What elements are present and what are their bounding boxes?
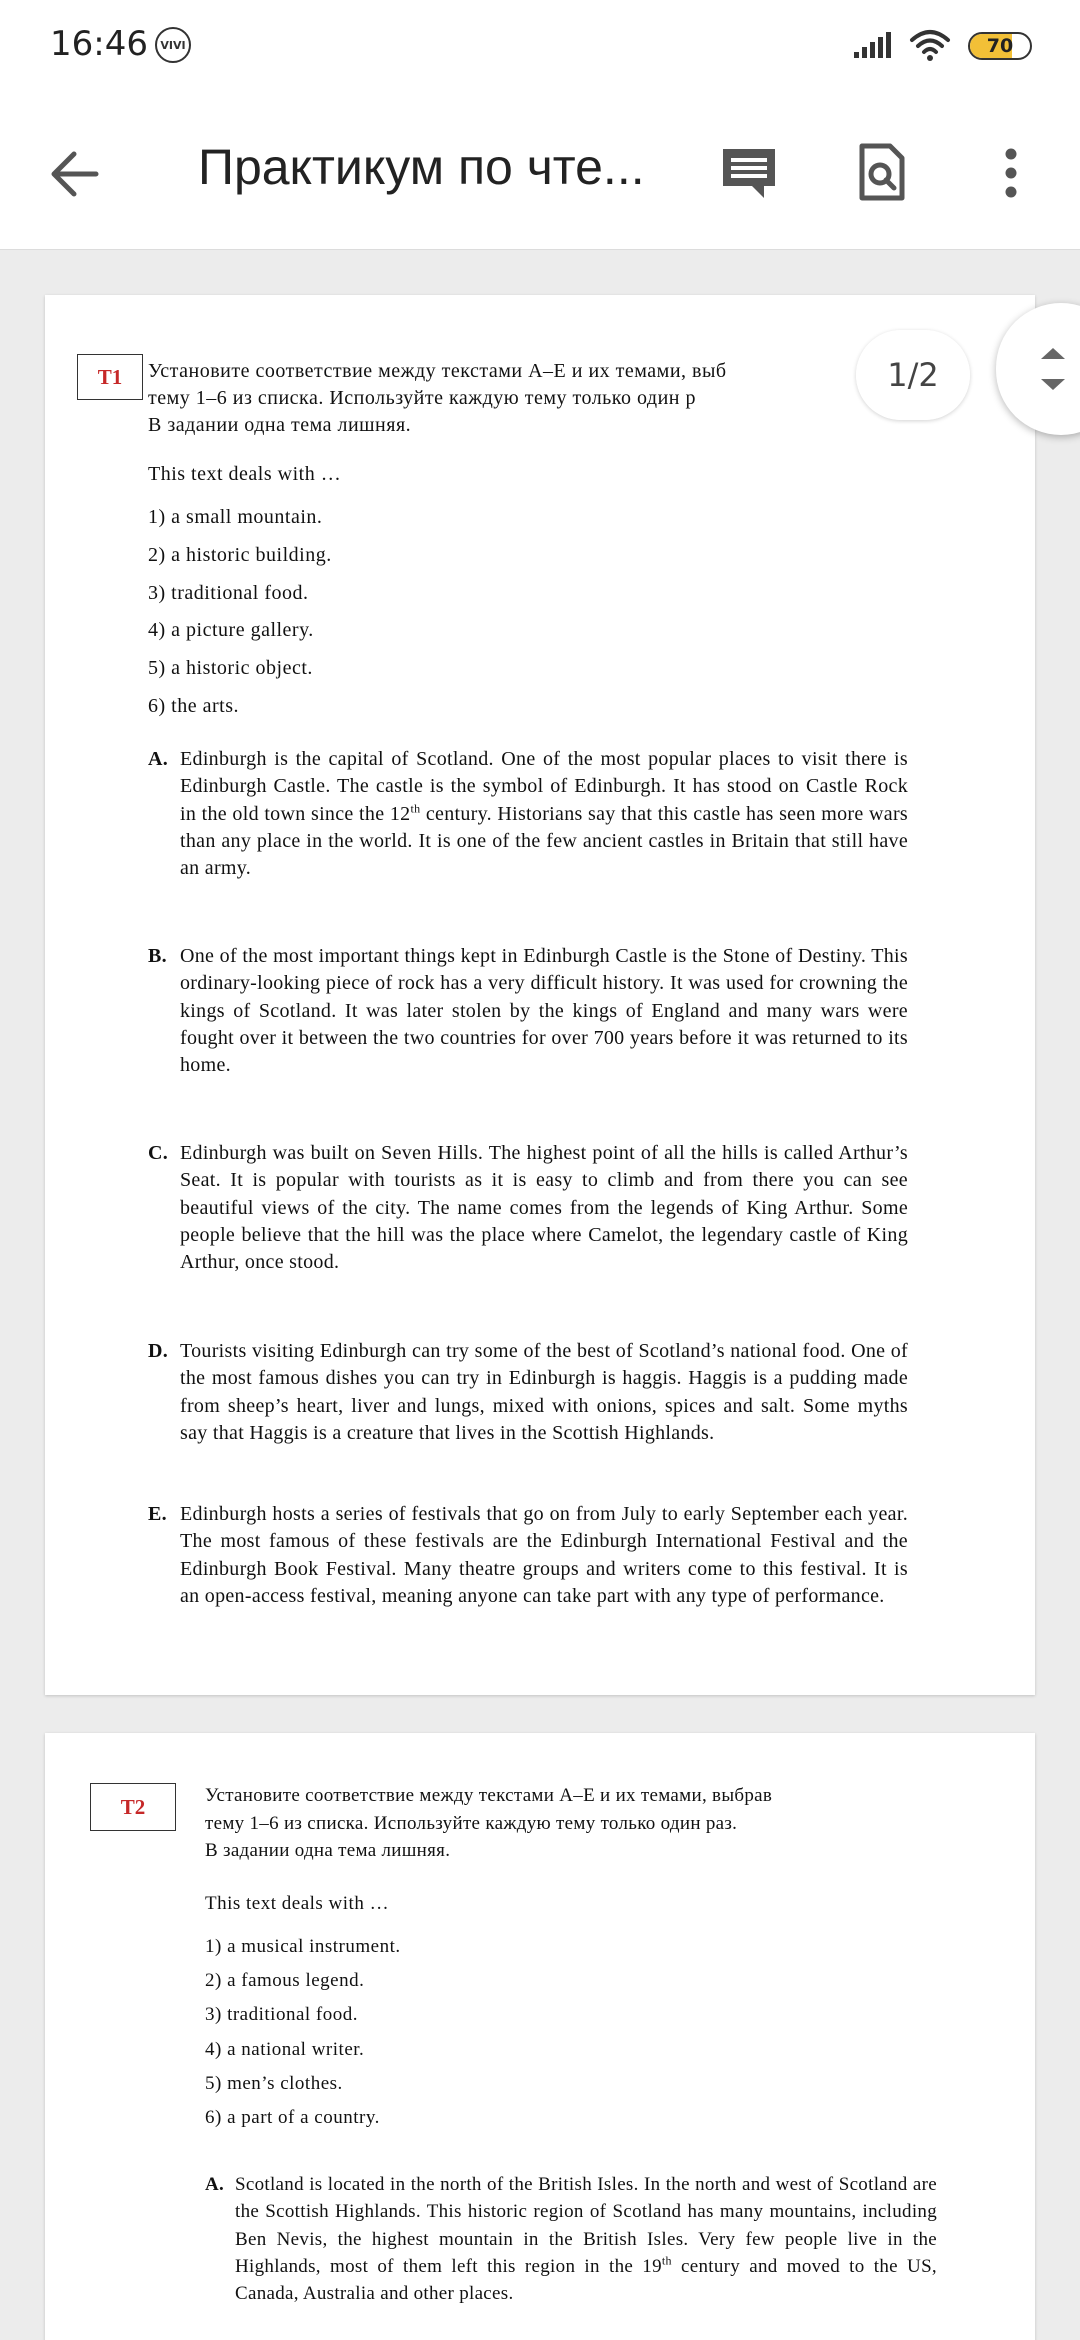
- passage-letter: D.: [148, 1340, 169, 1362]
- topic-option: 5) a historic object.: [148, 657, 313, 680]
- topic-option: 1) a musical instrument.: [205, 1936, 401, 1957]
- instruction-line: В задании одна тема лишняя.: [148, 414, 412, 436]
- passage-a: [205, 2171, 937, 2307]
- topic-options-list: [148, 499, 332, 726]
- task-instructions: [205, 1782, 965, 1865]
- wifi-icon: [908, 28, 952, 62]
- topic-option: 5) men’s clothes.: [205, 2072, 343, 2094]
- lead-text: This text deals with …: [205, 1893, 390, 1914]
- passage-text: Edinburgh is the capital of Scotland. One of the most popular places to visit there is Edinburgh Castle. The castle is the symbol of Edinburgh. It has stood on Castle Rock in the old town since the 12th century. Historians say that this castle has seen more wars than any place in the world. It is one of the few ancient castles in Britain that still have an army.: [180, 748, 908, 880]
- topic-option: 3) traditional food.: [148, 581, 309, 604]
- passage-letter: A.: [148, 748, 169, 770]
- document-page-2: [45, 1733, 1035, 2340]
- passage-text: Scotland is located in the north of the British Isles. In the north and west of Scotland are the Scottish Highlands. This historic region of Scotland has many mountains, including Ben Nevis, the highest mountain in the British Isles. Very few people live in the Highlands, most of them left this region in the 19th century and moved to the US, Canada, Australia and other places.: [235, 2174, 937, 2305]
- scroll-up-down-icon: [1038, 343, 1068, 395]
- instruction-line: В задании одна тема лишняя.: [205, 1840, 451, 1861]
- passage-text: Tourists visiting Edinburgh can try some of the best of Scotland’s national food. One of the most famous dishes you can try in Edinburgh is haggis. Haggis is a pudding made from sheep’s heart, liver and lungs, mixed with onions, spices and salt. Some myths say that Haggis is a creature that lives in the Scottish Highlands.: [180, 1340, 908, 1444]
- passage-text: One of the most important things kept in Edinburgh Castle is the Stone of Destiny. This ordinary-looking piece of rock has a very difficult history. It was used for crowning the kings of Scotland. It was later stolen by the kings of England and many wars were fought over it between the two countries for over 700 years before it was returned to its home.: [180, 945, 908, 1077]
- topic-options-list: [205, 1930, 401, 2135]
- status-time: 16:46: [50, 24, 148, 64]
- topic-option: 4) a picture gallery.: [148, 619, 314, 642]
- document-search-icon[interactable]: [858, 142, 906, 202]
- passage-text: Edinburgh hosts a series of festivals that go on from July to early September each year. The most famous of these festivals are the Edinburgh International Festival and the Edinburgh Book Festival. Many theatre groups and writers come to this festival. It is an open-access festival, meaning anyone can take part with any type of performance.: [180, 1503, 908, 1607]
- status-bar: [0, 0, 1080, 100]
- vivi-badge-icon: VIVI: [155, 27, 191, 63]
- instruction-line: тему 1–6 из списка. Используйте каждую тему только один р: [148, 387, 697, 409]
- topic-option: 1) a small mountain.: [148, 506, 323, 528]
- passage-letter: B.: [148, 945, 167, 967]
- signal-icon: [852, 30, 894, 60]
- battery-level: 70: [986, 35, 1014, 57]
- instruction-line: тему 1–6 из списка. Используйте каждую тему только один раз.: [205, 1812, 738, 1834]
- back-arrow-icon[interactable]: [50, 150, 100, 198]
- battery-icon: [968, 32, 1032, 60]
- task-label-box: T1: [77, 354, 143, 400]
- passage-d: [148, 1338, 908, 1447]
- task-instructions: [148, 358, 918, 439]
- document-title: Практикум по чте...: [198, 139, 645, 195]
- lead-text: This text deals with …: [148, 463, 342, 485]
- passage-e: [148, 1501, 908, 1610]
- topic-option: 3) traditional food.: [205, 2004, 358, 2026]
- passage-b: [148, 943, 908, 1079]
- topic-option: 4) a national writer.: [205, 2038, 365, 2060]
- passage-letter: A.: [205, 2174, 225, 2195]
- passage-text: Edinburgh was built on Seven Hills. The highest point of all the hills is called Arthur’s Seat. It is popular with tourists as it is easy to climb and from there you can see beautiful views of the city. The name comes from the legends of King Arthur. Some people believe that the hill was the place where Camelot, the legendary castle of King Arthur, once stood.: [180, 1142, 908, 1274]
- passage-c: [148, 1140, 908, 1276]
- passage-a: [148, 746, 908, 882]
- topic-option: 6) the arts.: [148, 694, 239, 717]
- passage-letter: E.: [148, 1503, 167, 1525]
- more-vertical-icon[interactable]: [1004, 148, 1018, 198]
- topic-option: 6) a part of a country.: [205, 2107, 380, 2129]
- passage-letter: C.: [148, 1142, 169, 1164]
- document-page-1: [45, 295, 1035, 1695]
- topic-option: 2) a historic building.: [148, 543, 332, 566]
- comment-icon[interactable]: [720, 146, 778, 200]
- instruction-line: Установите соответствие между текстами A–E и их темами, выб: [148, 360, 727, 382]
- topic-option: 2) a famous legend.: [205, 1970, 365, 1992]
- page-indicator: 1/2: [856, 330, 970, 420]
- instruction-line: Установите соответствие между текстами A–E и их темами, выбрав: [205, 1785, 773, 1806]
- app-bar: [0, 100, 1080, 250]
- task-label-box: T2: [90, 1783, 176, 1831]
